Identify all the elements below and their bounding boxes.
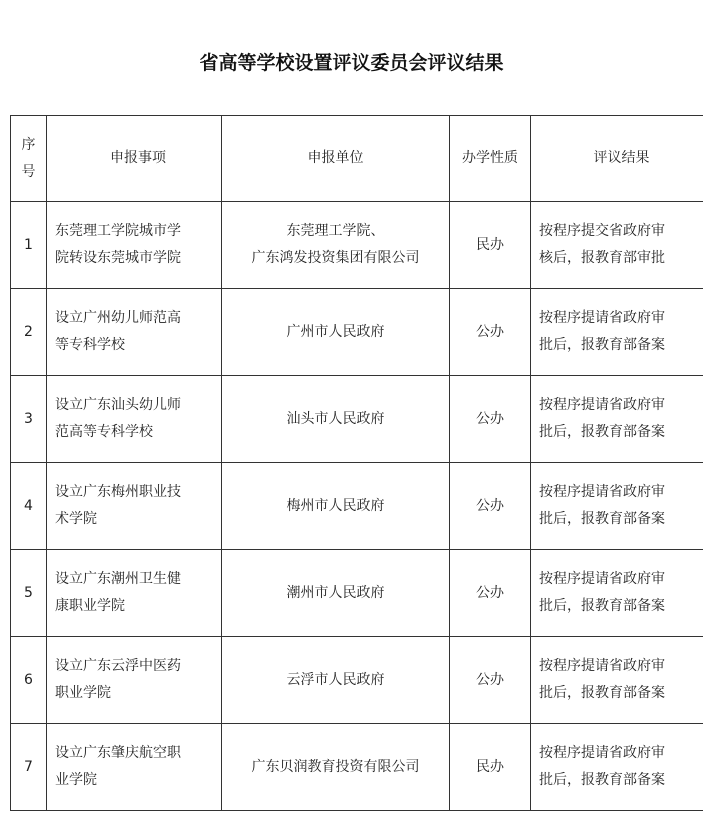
- school-type: [450, 202, 531, 289]
- row-number: [11, 289, 47, 376]
- review-result-line: 批后，报教育部备案: [539, 424, 665, 440]
- applicant-unit-line: 广州市人民政府: [286, 323, 385, 340]
- row-number: [11, 202, 47, 289]
- school-type: [450, 724, 531, 811]
- header-item-line: 申报事项: [110, 150, 166, 166]
- school-type-line: 公办: [476, 323, 504, 340]
- application-item: [47, 289, 222, 376]
- header-type: [450, 116, 531, 202]
- applicant-unit-line: 东莞理工学院、: [286, 223, 385, 239]
- header-no: [11, 116, 47, 202]
- table-row: [11, 202, 703, 289]
- applicant-unit-line: 广东鸿发投资集团有限公司: [251, 250, 420, 266]
- applicant-unit-line: 潮州市人民政府: [286, 584, 385, 601]
- header-result-line: 评议结果: [593, 150, 650, 166]
- row-number-line: 1: [24, 236, 33, 253]
- application-item-line: 范高等专科学校: [55, 424, 153, 440]
- table-row: [11, 376, 703, 463]
- review-result: [531, 376, 703, 463]
- application-item: [47, 550, 222, 637]
- school-type: [450, 463, 531, 550]
- application-item-line: 康职业学院: [55, 598, 125, 614]
- application-item-line: 院转设东莞城市学院: [55, 250, 181, 266]
- application-item-line: 业学院: [55, 772, 97, 788]
- school-type-line: 民办: [476, 758, 504, 775]
- header-type-line: 办学性质: [462, 150, 518, 166]
- row-number: [11, 724, 47, 811]
- applicant-unit: [222, 637, 450, 724]
- review-result-line: 批后，报教育部备案: [539, 337, 665, 353]
- review-result: [531, 463, 703, 550]
- review-result: [531, 289, 703, 376]
- header-no-line: 号: [21, 163, 36, 180]
- school-type-line: 公办: [476, 584, 504, 601]
- document-title: 省高等学校设置评议委员会评议结果: [199, 52, 504, 74]
- row-number: [11, 550, 47, 637]
- application-item-line: 设立广东汕头幼儿师: [55, 397, 181, 413]
- applicant-unit: [222, 202, 450, 289]
- applicant-unit: [222, 550, 450, 637]
- application-item-line: 设立广东梅州职业技: [55, 484, 181, 500]
- applicant-unit: [222, 289, 450, 376]
- applicant-unit: [222, 376, 450, 463]
- table-row: [11, 550, 703, 637]
- table-row: [11, 463, 703, 550]
- school-type-line: 公办: [476, 671, 504, 688]
- school-type-line: 公办: [476, 410, 504, 427]
- results-table: [10, 115, 703, 811]
- application-item: [47, 376, 222, 463]
- review-result-line: 按程序提请省政府审: [539, 658, 665, 674]
- applicant-unit: [222, 724, 450, 811]
- applicant-unit: [222, 463, 450, 550]
- review-result: [531, 637, 703, 724]
- application-item-line: 等专科学校: [55, 337, 125, 353]
- header-item: [47, 116, 222, 202]
- row-number: [11, 463, 47, 550]
- application-item: [47, 202, 222, 289]
- application-item-line: 设立广东潮州卫生健: [55, 571, 181, 587]
- table-row: [11, 637, 703, 724]
- review-result-line: 批后，报教育部备案: [539, 772, 665, 788]
- review-result: [531, 550, 703, 637]
- review-result-line: 按程序提请省政府审: [539, 397, 665, 413]
- application-item-line: 设立广东云浮中医药: [55, 658, 181, 674]
- review-result-line: 批后，报教育部备案: [539, 598, 665, 614]
- row-number-line: 7: [24, 758, 33, 775]
- application-item-line: 术学院: [55, 511, 97, 527]
- application-item: [47, 637, 222, 724]
- review-result-line: 按程序提请省政府审: [539, 571, 665, 587]
- row-number-line: 4: [24, 497, 33, 514]
- table-row: [11, 289, 703, 376]
- review-result-line: 批后，报教育部备案: [539, 511, 665, 527]
- application-item: [47, 724, 222, 811]
- school-type: [450, 550, 531, 637]
- school-type-line: 民办: [476, 236, 504, 253]
- application-item-line: 设立广东肇庆航空职: [55, 745, 181, 761]
- application-item-line: 设立广州幼儿师范高: [55, 310, 181, 326]
- header-unit: [222, 116, 450, 202]
- row-number-line: 2: [24, 323, 33, 340]
- table-row: [11, 724, 703, 811]
- review-result-line: 核后，报教育部审批: [539, 250, 665, 266]
- school-type-line: 公办: [476, 497, 504, 514]
- review-result: [531, 202, 703, 289]
- header-result: [531, 116, 703, 202]
- review-result-line: 按程序提交省政府审: [539, 223, 665, 239]
- application-item: [47, 463, 222, 550]
- header-unit-line: 申报单位: [307, 150, 364, 166]
- header-row: [11, 116, 703, 202]
- school-type: [450, 289, 531, 376]
- application-item-line: 职业学院: [55, 685, 111, 701]
- row-number-line: 6: [24, 671, 33, 688]
- review-result: [531, 724, 703, 811]
- review-result-line: 按程序提请省政府审: [539, 310, 665, 326]
- row-number: [11, 376, 47, 463]
- row-number: [11, 637, 47, 724]
- row-number-line: 3: [24, 410, 33, 427]
- application-item-line: 东莞理工学院城市学: [55, 223, 181, 239]
- review-result-line: 按程序提请省政府审: [539, 745, 665, 761]
- applicant-unit-line: 梅州市人民政府: [286, 497, 385, 514]
- review-result-line: 批后，报教育部备案: [539, 685, 665, 701]
- header-no-line: 序: [21, 136, 36, 153]
- review-result-line: 按程序提请省政府审: [539, 484, 665, 500]
- school-type: [450, 376, 531, 463]
- applicant-unit-line: 广东贝润教育投资有限公司: [251, 758, 420, 775]
- applicant-unit-line: 汕头市人民政府: [286, 410, 385, 427]
- row-number-line: 5: [24, 584, 33, 601]
- school-type: [450, 637, 531, 724]
- applicant-unit-line: 云浮市人民政府: [286, 671, 385, 688]
